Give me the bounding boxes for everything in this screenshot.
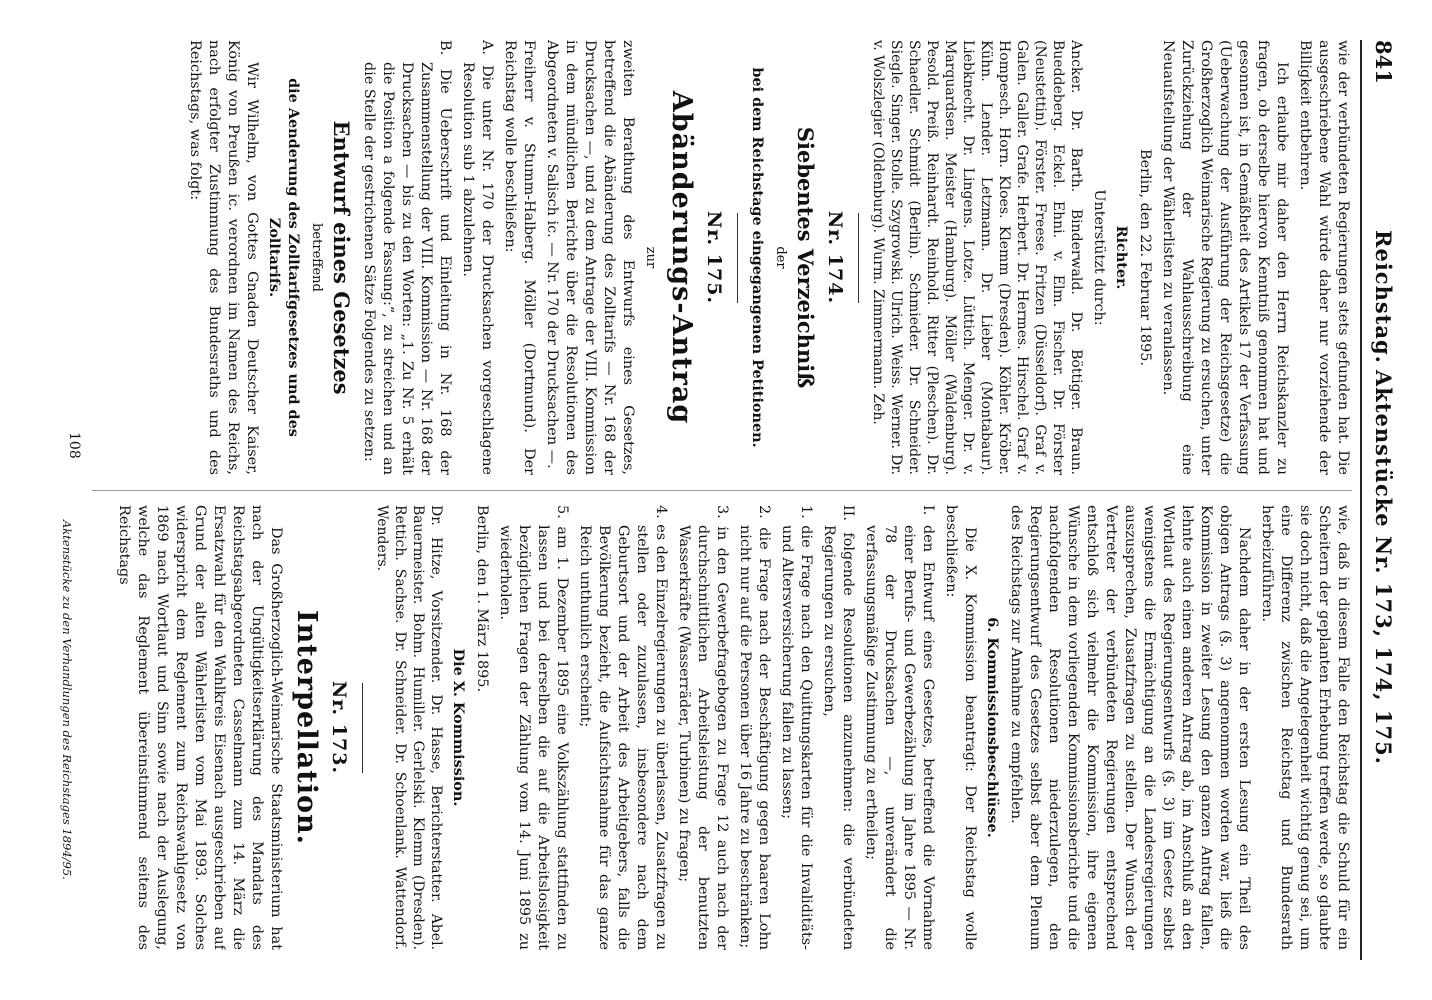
commission-signatures: Dr. Hitze, Vorsitzender. Dr. Hasse, Berichterstatter. Abel. Bauermeister. Bohm. Humiller. Gerlelski. Klemm (Dresden). Rettich. Sachse. Dr. Schneider. Dr. Schoenlank. Wattendorf. Wenders.	[374, 505, 444, 950]
title-174: Siebentes Verzeichniß	[793, 126, 818, 389]
amendment-reference: zweiten Berathung des Entwurfs eines Gesetzes, betreffend die Abänderung des Zolltarifs — Nr. 168 der Drucksachen —, und zu dem Antrage der VIII. Kommission in dem mündlichen Berichte über die Resolutionen des Abgeordneten v. Salisch ic. — Nr. 170 der Drucksachen —.	[544, 40, 636, 475]
right-column	[84, 505, 1352, 950]
doc-number-173: Nr. 173.	[328, 680, 350, 775]
interpellation-signer: Richter.	[1113, 225, 1130, 290]
resolution-item: 1. die Frage nach den Quittungskarten für die Invaliditäts- und Altersversicherung fallen zu lassen;	[779, 505, 814, 950]
amendment-item-b: B. Die Ueberschrift und Einleitung in Nr. 168 der Zusammenstellung der VIII. Kommission — Nr. 168 der Drucksachen — bis zu den Worten: „1. Zu Nr. 5 erhält die Position a folgende Fassung:“, zu streichen und an die Stelle der gestrichenen Sätze Folgendes zu setzen:	[361, 40, 453, 475]
subtitle-175-prep: zur	[643, 246, 658, 269]
resolution-item: 2. die Frage nach der Beschäftigung gegen baaren Lohn nicht nur auf die Personen über 16 Jahre zu beschränken;	[737, 505, 772, 950]
footer-note: Aktenstücke zu den Verhandlungen des Reichstages 1894/95.	[60, 520, 74, 880]
section-heading: 6. Kommissionsbeschlüsse.	[984, 617, 1001, 838]
resolution-item: 3. in den Gewerbefragebogen zu Frage 12 auch nach der durchschnittlichen Arbeitsleistung der benutzten Wasserkräfte (Wasserräder, Turbinen) zu fragen;	[676, 505, 730, 950]
page-number: 841	[1371, 40, 1396, 84]
draft-law-subtitle-1: betreffend	[309, 223, 324, 292]
amendment-movers: Freiherr v. Stumm-Halberg. Möller (Dortmund). Der Reichstag wolle beschließen:	[502, 40, 537, 475]
resolution-item: II. folgende Resolutionen anzunehmen: die verbündeten Regierungen zu ersuchen,	[821, 505, 856, 950]
header-rule	[1360, 40, 1362, 960]
title-173: Interpellation.	[291, 610, 322, 845]
subtitle-174-article: der	[773, 246, 788, 269]
report-paragraph-2: Nachdem daher in der ersten Lesung ein Theil des obigen Antrags (§. 3) angenommen worden war, ließ die Kommission in zweiter Lesung den ganzen Antrag fallen, lehnte auch einen anderen Antrag ab, im Anschluß an den Wortlaut des Regierungsentwurfs (§. 3) im Gesetz selbst wenigstens die Ermächtigung an die Landesregierungen auszusprechen, Zusatzfragen zu stellen. Der Wunsch der Vertreter der verbündeten Regierungen entsprechend entschloß sich vielmehr die Kommission, ihre eigenen Wünsche in dem vorliegenden Kommissionsberichte und die nachfolgenden Resolutionen niederzulegen, den Regierungsentwurf des Gesetzes selbst aber dem Plenum des Reichstags zur Annahme zu empfehlen.	[1008, 505, 1252, 950]
interpellation-text: Das Großherzoglich-Weimarische Staatsministerium hat nach der Ungültigkeitserklärung des Mandats des Reichstagsabgeordneten Casselmann zum 14. März die Ersatzwahl für den Wahlkreis Eisenach ausgeschrieben auf Grund der alten Wählerlisten vom Mai 1893. Solches widerspricht dem Reglement zum Reichswahlgesetz von 1869 nach Wortlaut und Sinn sowie nach der Auslegung, welche das Reglement übereinstimmend seitens des Reichstags	[116, 505, 284, 950]
column-divider	[92, 490, 1352, 491]
supporter-list: Ancker. Dr. Barth. Binderwald. Dr. Böttiger. Braun. Bueddeberg. Eckel. Ehni. v. Elm. Fischer. Dr. Förster (Neustettin). Förster. Freese. Fritzen (Düsseldorf). Graf v. Galen. Galler. Grafe. Herbert. Dr. Hermes. Hirschel. Graf v. Hompesch. Horn. Kloes. Klemm (Dresden). Köhler. Kröber. Kühn. Lender. Letzmann. Dr. Lieber (Montabaur). Liebknecht. Dr. Lingens. Lotze. Lüttich. Menger. Dr. v. Marquardsen. Meister (Hamburg). Möller (Waldenburg). Pesold. Preiß. Reinhardt. Reinhold. Ritter (Pleschen). Dr. Schaedler. Schmidt (Berlin). Schmieder. Dr. Schneider. Siegle. Singer. Stolle. Szygrowski. Ulrich. Weiss. Werner. Dr. v. Wolszlegier (Oldenburg). Wurm. Zimmermann. Zeh.	[870, 40, 1084, 475]
commission-name: Die X. Kommission.	[450, 648, 467, 807]
running-title: Reichstag.	[1371, 230, 1396, 364]
report-paragraph-1: wie, daß in diesem Falle den Reichstag die Schuld für ein Scheitern der geplanten Erhebung treffen werde, so glaubte sie doch nicht, daß die Angelegenheit wichtig genug sei, um eine Differenz zwischen Reichstag und Bundesrath herbeizuführen.	[1259, 505, 1351, 950]
resolution-list	[495, 505, 937, 950]
footer-page-number: 108	[66, 432, 82, 459]
enacting-clause: Wir Wilhelm, von Gottes Gnaden Deutscher Kaiser, König von Preußen ic. verordnen im Namen des Reichs, nach erfolgter Zustimmung des Bundesraths und des Reichstags, was folgt:	[187, 40, 260, 475]
doc-number-174: Nr. 174.	[824, 210, 846, 305]
subtitle-174: bei dem Reichstage eingegangenen Petitionen.	[749, 67, 766, 448]
title-175: Abänderungs-Antrag	[666, 90, 697, 425]
doc-number-175: Nr. 175.	[703, 210, 725, 305]
page-header	[1366, 40, 1396, 960]
continued-paragraph: wie der verbündeten Regierungen stets gefunden hat. Die ausgeschriebene Wahl würde daher nur vorziehende der Billigkeit entbehren.	[1297, 40, 1351, 475]
amendment-item-a: A. Die unter Nr. 170 der Drucksachen vorgeschlagene Resolution sub 1 abzulehnen.	[460, 40, 495, 475]
document-refs: Aktenstücke Nr. 173, 174, 175.	[1371, 370, 1396, 765]
section-divider	[858, 213, 859, 303]
interpellation-question: Ich erlaube mir daher den Herrn Reichskanzler zu fragen, ob derselbe hiervon Kenntniß genommen hat und gesonnen ist, in Gemäßheit des Artikels 17 der Verfassung (Ueberwachung der Ausführung der Reichsgesetze) die Großherzoglich Weimarische Regierung zu ersuchen, unter Zurückziehung der Wahlausschreibung eine Neuaufstellung der Wählerlisten zu veranlassen.	[1160, 40, 1290, 475]
report-date: Berlin, den 1. März 1895.	[474, 505, 490, 693]
support-heading: Unterstützt durch:	[1091, 189, 1107, 326]
left-column	[64, 40, 1352, 475]
draft-law-subtitle-2: die Aenderung des Zolltarifgesetzes und des Zolltarifs.	[266, 78, 302, 437]
draft-law-title: Entwurf eines Gesetzes	[329, 120, 354, 395]
section-divider	[737, 213, 738, 303]
section-divider	[362, 683, 363, 773]
resolution-item: 4. es den Einzelregierungen zu überlassen, Zusatzfragen zu stellen oder zuzulassen, insbesondere nach dem Geburtsort und der Arbeit des Arbeitgebers, falls die Bevölkerung bezieht, die Aufsichtsnahme für das ganze Reich unthunlich erscheint;	[577, 505, 669, 950]
resolution-item: I. den Entwurf eines Gesetzes, betreffend die Vornahme einer Berufs- und Gewerbezählung im Jahre 1895 — Nr. 78 der Drucksachen —, unverändert die verfassungsmäßige Zustimmung zu ertheilen;	[863, 505, 936, 950]
motion-lead: Die X. Kommission beantragt: Der Reichstag wolle beschließen:	[943, 505, 978, 950]
resolution-item: 5. am 1. Dezember 1895 eine Volkszählung stattfinden zu lassen und bei derselben die auf die Arbeitslosigkeit bezüglichen Fragen der Zählung vom 14. Juni 1895 zu wiederholen.	[497, 505, 570, 950]
interpellation-date: Berlin, den 22. Februar 1895.	[1137, 149, 1153, 366]
